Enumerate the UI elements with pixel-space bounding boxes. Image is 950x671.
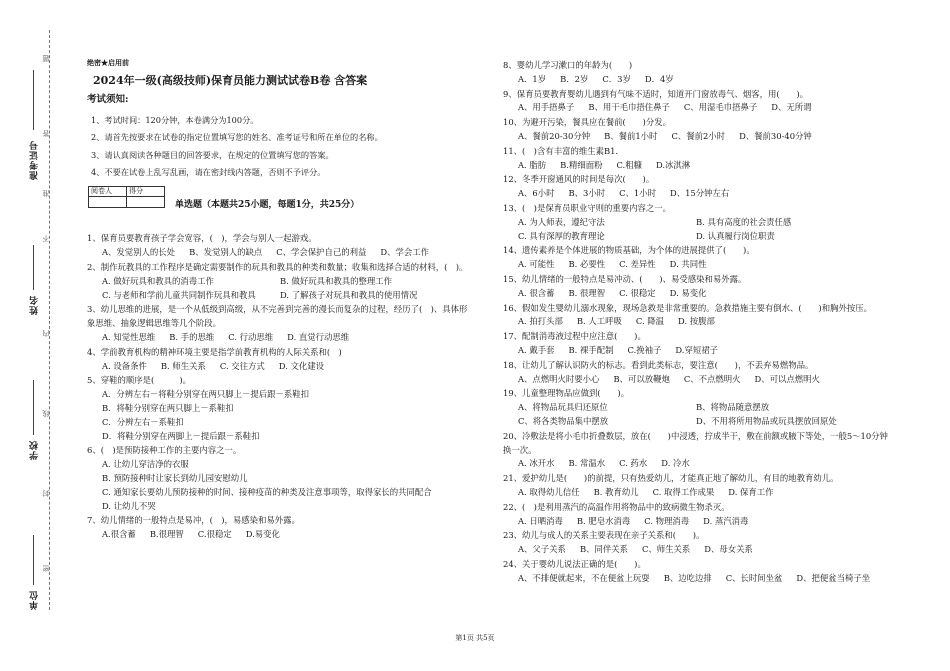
answer-option[interactable]: C、师生关系: [641, 544, 691, 555]
option-group: [503, 572, 891, 586]
answer-option[interactable]: C.挽袖子: [627, 344, 662, 355]
answer-option[interactable]: B、边吃边排: [663, 572, 712, 583]
option-group: [87, 528, 472, 542]
answer-option[interactable]: D、把便盆当椅子坐: [796, 572, 871, 583]
option-group: [503, 515, 891, 529]
answer-option[interactable]: A、将物品玩具归还原位: [518, 402, 608, 413]
question: [87, 374, 472, 443]
question: [87, 514, 472, 542]
option-group: [503, 187, 891, 201]
question: [503, 359, 891, 387]
exam-number-line: [33, 70, 34, 130]
question-text: 6、( )是预防接种工作的主要内容之一。: [87, 445, 242, 456]
secret-mark: 绝密★启用前: [87, 58, 129, 67]
answer-option[interactable]: D. 共同性: [669, 259, 707, 270]
answer-option[interactable]: C. 物理消毒: [644, 515, 690, 526]
question-text: 14、遗传素养是个体进展的物质基础，为个体的进展提供了( )。: [503, 245, 755, 256]
answer-option[interactable]: A、用手捂鼻子: [518, 102, 575, 113]
option-group: [87, 388, 472, 443]
exam-number-label: 准考证号: [30, 140, 40, 180]
answer-option[interactable]: C.粗糠: [616, 159, 642, 170]
answer-option[interactable]: A、餐前20-30分钟: [518, 130, 591, 141]
answer-option[interactable]: B．将鞋分别穿在两只脚上－系鞋扣: [102, 402, 234, 413]
question-text: 20、冷敷法是将小毛巾折叠数层，放在( )中浸透，拧成半干，敷在前额或腋下等处，一般5～10分钟换一次。: [503, 430, 888, 455]
option-group: [503, 543, 891, 557]
option-group: [503, 258, 891, 272]
answer-option[interactable]: C、1小时: [619, 188, 656, 199]
question-text: 16、假如发生婴幼儿溺水现象，现场急救是非常重要的。急救措施主要有倒水、( )和胸外按压。: [503, 302, 872, 313]
question-text: 9、保育员要教育婴幼儿遇到有气味不适时，知道开门窗放毒气、烟客，用( )。: [503, 88, 808, 99]
answer-option[interactable]: A、父子关系: [518, 544, 566, 555]
seal-char: 题: [42, 55, 50, 62]
answer-option[interactable]: D. 冷水: [661, 458, 690, 469]
question-text: 15、幼儿情绪的一般特点是易冲动、( )、易受感染和易外露。: [503, 273, 747, 284]
answer-option[interactable]: A. 拍打头部: [518, 316, 563, 327]
answer-option[interactable]: D、不用将所用物品或玩具摆放回原处: [696, 415, 837, 426]
section-heading: 单选题（本题共25小题，每题1分，共25分）: [175, 199, 360, 210]
question: [503, 273, 891, 301]
answer-option[interactable]: D.易变化: [245, 529, 280, 540]
question: [503, 59, 891, 87]
answer-option[interactable]: B. 师生关系: [160, 360, 206, 371]
question: [503, 173, 891, 201]
answer-option[interactable]: D、学会工作: [380, 247, 429, 258]
answer-option[interactable]: A. 为人师表，遵纪守法: [518, 216, 605, 227]
score-area: [88, 186, 472, 213]
answer-option[interactable]: D.冰淇淋: [655, 159, 691, 170]
answer-option[interactable]: B、同伴关系: [579, 544, 628, 555]
answer-option[interactable]: A. 戴手套: [518, 344, 555, 355]
question: [87, 232, 472, 260]
question-text: 13、( )是保育员职业守则的重要内容之一。: [503, 202, 671, 213]
answer-option[interactable]: A. 很含蓄: [518, 287, 555, 298]
answer-option[interactable]: C. 差异性: [619, 259, 656, 270]
answer-option[interactable]: A.很含蓄: [102, 529, 136, 540]
notice-item: 2、请首先按要求在试卷的指定位置填写您的姓名、准考证号和所在单位的名称。: [91, 132, 383, 143]
answer-option[interactable]: C、不点燃明火: [683, 373, 741, 384]
option-group: [87, 331, 472, 345]
seal-char: 线: [42, 410, 50, 417]
name-line: [33, 245, 34, 290]
answer-option[interactable]: D、餐前30-40分钟: [739, 130, 812, 141]
question: [503, 558, 891, 586]
question: [87, 444, 472, 513]
question: [503, 88, 891, 116]
notice-item: 4、不要在试卷上乱写乱画，请在密封线内答题，否则不予评分。: [91, 167, 326, 178]
answer-option[interactable]: B. 裸手配制: [568, 344, 614, 355]
question-text: 10、为避开污染，餐具应在餐前( )分发。: [503, 117, 671, 128]
answer-option[interactable]: B. 手的思维: [169, 331, 215, 342]
answer-option[interactable]: D.穿短裙子: [675, 344, 718, 355]
question-list: [503, 59, 891, 585]
answer-option[interactable]: B.很理智: [149, 529, 184, 540]
answer-option[interactable]: A．1岁: [518, 73, 547, 84]
answer-option[interactable]: D. 按腹部: [678, 316, 715, 327]
answer-option[interactable]: C. 交往方式: [219, 360, 265, 371]
answer-option[interactable]: B. 教育幼儿: [593, 486, 639, 497]
answer-option[interactable]: A. 知觉性思维: [102, 331, 156, 342]
answer-option[interactable]: D. 让幼儿不哭: [102, 500, 156, 511]
option-group: [503, 486, 891, 500]
answer-option[interactable]: D. 认真履行岗位职责: [696, 230, 775, 241]
option-group: [503, 216, 891, 244]
question: [87, 303, 472, 344]
answer-option[interactable]: D. 文化建设: [278, 360, 325, 371]
question-list: [87, 232, 472, 542]
answer-option[interactable]: A. 日晒消毒: [518, 515, 563, 526]
question-text: 21、爱护幼儿是( )的前提，只有热爱幼儿，才能真正地了解幼儿，有目的地教育幼儿。: [503, 473, 839, 484]
answer-option[interactable]: A. 取得幼儿信任: [518, 486, 580, 497]
answer-option[interactable]: B. 必要性: [568, 259, 606, 270]
seal-char: 答: [42, 130, 50, 137]
school-label: 学校: [30, 440, 40, 460]
seal-char: 内: [42, 330, 50, 337]
answer-option[interactable]: C. 很稳定: [619, 287, 656, 298]
option-group: [503, 101, 891, 115]
answer-option[interactable]: B、发觉别人的缺点: [189, 247, 263, 258]
answer-option[interactable]: B、可以放鞭炮: [613, 373, 670, 384]
binding-margin: [0, 0, 80, 671]
answer-option[interactable]: C. 降温: [635, 316, 665, 327]
seal-line: [49, 30, 50, 610]
question-text: 11、( )含有丰富的维生素B1.: [503, 145, 619, 156]
option-group: [503, 457, 891, 471]
option-group: [87, 246, 472, 260]
question-text: 23、幼儿与成人的关系主要表现在亲子关系和( )。: [503, 530, 705, 541]
answer-option[interactable]: D. 易变化: [669, 287, 707, 298]
option-group: [87, 360, 472, 374]
answer-option[interactable]: D. 了解孩子对玩具和教具的使用情况: [280, 289, 418, 300]
answer-option[interactable]: C、餐前2小时: [671, 130, 726, 141]
notice-item: 3、请认真阅读各种题目的回答要求，在规定的位置填写您的答案。: [91, 149, 334, 160]
answer-option[interactable]: A．分辨左右－将鞋分别穿在两只脚上－提后跟－系鞋扣: [102, 389, 310, 400]
answer-option[interactable]: B、将物品随意摆放: [696, 402, 770, 413]
score-table: [88, 186, 165, 208]
answer-option[interactable]: C. 药水: [619, 458, 648, 469]
score-cell[interactable]: [127, 196, 165, 207]
question-text: 18、让幼儿了解认识防火的标志。看到此类标志，要注意( )，不丢弃易燃物品。: [503, 359, 814, 370]
answer-option[interactable]: C、长时间坐盆: [725, 572, 783, 583]
answer-option[interactable]: B. 肥皂水消毒: [576, 515, 631, 526]
answer-option[interactable]: B、3小时: [568, 188, 606, 199]
unit-label: 单位: [30, 590, 40, 610]
question-text: 8、婴幼儿学习漱口的年龄为( ): [503, 60, 633, 70]
question-text: 7、幼儿情绪的一般特点是易冲，( )，易感染和易外露。: [87, 515, 300, 526]
option-group: [87, 458, 472, 513]
answer-option[interactable]: A. 脂肪: [518, 159, 547, 170]
question-text: 1、保育员要教育孩子学会宽容，( )，学会与别人一起游戏。: [87, 233, 317, 244]
grader-header: 阅卷人: [89, 186, 127, 196]
right-column: [503, 58, 891, 585]
answer-option[interactable]: A. 做好玩具和教具的消毒工作: [102, 275, 214, 286]
answer-option[interactable]: B. 人工呼吸: [576, 316, 622, 327]
seal-char: 不: [42, 235, 50, 242]
answer-option[interactable]: A. 冰开水: [518, 458, 555, 469]
answer-option[interactable]: C. 行动思维: [228, 331, 274, 342]
answer-option[interactable]: B、用干毛巾捂住鼻子: [588, 102, 670, 113]
answer-option[interactable]: C. 具有深厚的教育理论: [518, 230, 605, 241]
answer-option[interactable]: B.精细面粉: [560, 159, 603, 170]
answer-option[interactable]: D、可以点燃明火: [754, 373, 820, 384]
notice-item: 1、考试时间：120分钟，本卷满分为100分。: [91, 114, 259, 125]
score-header: 得分: [127, 186, 165, 196]
question-text: 2、制作玩教具的工作程序是确定需要制作的玩具和教具的种类和数量；收集和选择合适的材料，( )。: [87, 261, 468, 272]
answer-option[interactable]: A. 让幼儿穿洁净的衣服: [102, 459, 189, 470]
answer-option[interactable]: D. 蒸汽消毒: [703, 515, 749, 526]
question: [503, 244, 891, 272]
question: [503, 202, 891, 243]
answer-option[interactable]: C.很稳定: [197, 529, 232, 540]
answer-option[interactable]: D．将鞋分别穿在两脚上－提后跟－系鞋扣: [102, 430, 260, 441]
option-group: [503, 73, 891, 87]
answer-option[interactable]: D．4岁: [644, 73, 674, 84]
answer-option[interactable]: D、15分钟左右: [670, 188, 730, 199]
left-column: [87, 58, 472, 542]
answer-option[interactable]: C. 通知家长要幼儿预防接种的时间、接种疫苗的种类及注意事项等，取得家长的共同配合: [102, 486, 432, 497]
option-group: [503, 344, 891, 358]
name-label: 姓名: [30, 295, 40, 315]
answer-option[interactable]: A、6小时: [518, 188, 555, 199]
question: [503, 387, 891, 428]
question-text: 4、学前教育机构的精神环境主要是指学前教育机构的人际关系和( ): [87, 346, 342, 357]
notice-heading: 考试须知:: [87, 93, 129, 105]
school-line: [33, 380, 34, 435]
answer-option[interactable]: A. 可能性: [518, 259, 555, 270]
question-text: 3、幼儿思维的进展，是一个从低级到高级，从不完善到完善的漫长而复杂的过程，经历了( )、具体形象思维、抽象逻辑思维等几个阶段。: [87, 304, 468, 329]
question: [87, 261, 472, 302]
answer-option[interactable]: B．2岁: [560, 73, 589, 84]
exam-title: 2024年一级(高级技师)保育员能力测试试卷B卷 含答案: [93, 74, 368, 87]
answer-option[interactable]: B、餐前1小时: [604, 130, 658, 141]
option-group: [503, 373, 891, 387]
answer-option[interactable]: C、将各类物品集中摆放: [518, 415, 609, 426]
seal-char: 封: [42, 490, 50, 497]
unit-line: [33, 535, 34, 585]
question: [503, 302, 891, 330]
answer-option[interactable]: C、用湿毛巾捂鼻子: [683, 102, 758, 113]
answer-option[interactable]: B. 常温水: [568, 458, 606, 469]
question: [503, 330, 891, 358]
option-group: [503, 130, 891, 144]
question: [503, 145, 891, 173]
answer-option[interactable]: D. 保育工作: [728, 486, 774, 497]
seal-char: 准: [42, 190, 50, 197]
option-group: [503, 401, 891, 429]
answer-option[interactable]: C. 取得工作成果: [652, 486, 715, 497]
option-group: [503, 315, 891, 329]
answer-option[interactable]: C．分辨左右－系鞋扣: [102, 416, 184, 427]
answer-option[interactable]: D、母女关系: [704, 544, 753, 555]
answer-option[interactable]: A、点燃明火时要小心: [518, 373, 600, 384]
answer-option[interactable]: B. 预防接种时让家长到幼儿园安慰幼儿: [102, 472, 248, 483]
answer-option[interactable]: B. 做好玩具和教具的整理工作: [280, 275, 392, 286]
question-text: 24、关于婴幼儿说法正确的是( )。: [503, 558, 646, 569]
answer-option[interactable]: C. 与老师和学前儿童共同制作玩具和教具: [102, 289, 256, 300]
question: [503, 472, 891, 500]
answer-option[interactable]: C．3岁: [602, 73, 631, 84]
question: [503, 529, 891, 557]
page-footer: 第1页 共5页: [455, 634, 495, 642]
question-text: 12、冬季开窗通风的时间是每次( )。: [503, 174, 655, 185]
question-text: 19、儿童整理物品应做到( )。: [503, 388, 630, 399]
answer-option[interactable]: D、无所谓: [771, 102, 812, 113]
answer-option[interactable]: B. 具有高度的社会责任感: [696, 216, 792, 227]
question: [87, 346, 472, 374]
question: [503, 501, 891, 529]
option-group: [87, 275, 472, 303]
question: [503, 116, 891, 144]
option-group: [503, 159, 891, 173]
option-group: [503, 287, 891, 301]
answer-option[interactable]: D. 直觉行动思维: [287, 331, 350, 342]
grader-cell[interactable]: [89, 196, 127, 207]
answer-option[interactable]: C、学会保护自己的利益: [276, 247, 367, 258]
question: [503, 430, 891, 471]
seal-char: 密: [42, 565, 50, 572]
answer-option[interactable]: A、不排便就起来，不在便盆上玩耍: [518, 572, 650, 583]
question-text: 22、( )是利用蒸汽的高温作用将物品中的致病微生物杀灭。: [503, 501, 730, 512]
answer-option[interactable]: A. 设备条件: [102, 360, 147, 371]
answer-option[interactable]: B. 很理智: [568, 287, 606, 298]
answer-option[interactable]: A、发觉别人的长处: [102, 247, 176, 258]
question-text: 17、配制消毒液过程中应注意( )。: [503, 331, 646, 342]
question-text: 5、穿鞋的顺序是( )。: [87, 375, 191, 386]
